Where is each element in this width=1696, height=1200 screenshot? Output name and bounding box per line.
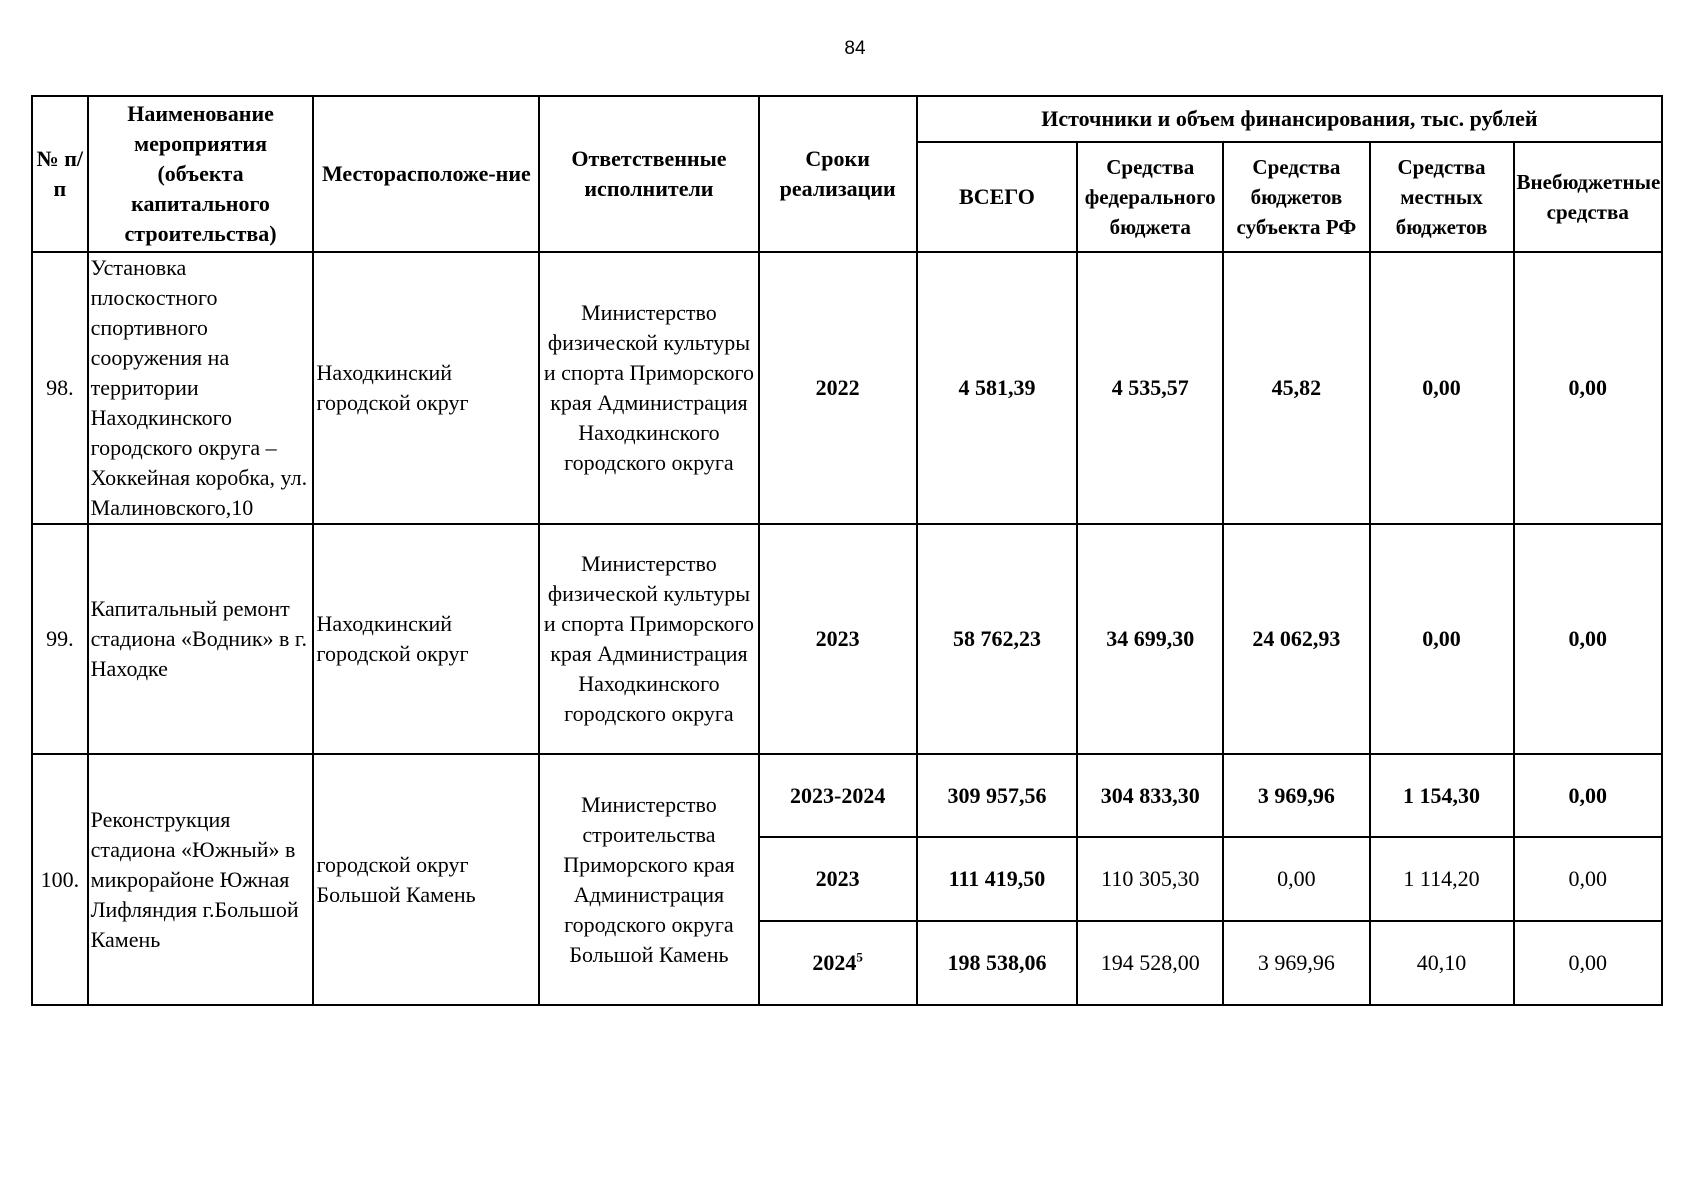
col-header-local: Средства местных бюджетов (1370, 142, 1514, 252)
cell-name: Капитальный ремонт стадиона «Водник» в г. Находке (88, 524, 314, 754)
cell-no: 100. (32, 754, 88, 1005)
cell-period (759, 921, 917, 1005)
cell-total: 4 581,39 (917, 252, 1077, 524)
cell-no: 98. (32, 252, 88, 524)
cell-total: 58 762,23 (917, 524, 1077, 754)
table-row (32, 524, 1662, 754)
col-header-funding-group: Источники и объем финансирования, тыс. рублей (917, 96, 1662, 142)
cell-total: 309 957,56 (917, 754, 1077, 837)
cell-location: Находкинский городской округ (313, 252, 539, 524)
col-header-responsible: Ответственные исполнители (539, 96, 758, 252)
col-header-no: № п/п (32, 96, 88, 252)
cell-no: 99. (32, 524, 88, 754)
cell-period: 2023-2024 (759, 754, 917, 837)
cell-total: 198 538,06 (917, 921, 1077, 1005)
col-header-extrabudget: Внебюджетные средства (1514, 142, 1662, 252)
cell-location: Находкинский городской округ (313, 524, 539, 754)
table-row (32, 252, 1662, 524)
col-header-regional: Средства бюджетов субъекта РФ (1223, 142, 1369, 252)
footnote-mark: 5 (856, 949, 863, 965)
cell-local: 1 114,20 (1370, 837, 1514, 921)
cell-responsible: Министерство физической культуры и спорта Приморского края Администрация Находкинского городского округа (539, 252, 758, 524)
cell-federal: 4 535,57 (1077, 252, 1223, 524)
col-header-period: Сроки реализации (759, 96, 917, 252)
financing-table (31, 95, 1663, 1006)
cell-name: Установка плоскостного спортивного сооружения на территории Находкинского городского округа – Хоккейная коробка, ул. Малиновского,10 (88, 252, 314, 524)
cell-regional: 0,00 (1223, 837, 1369, 921)
cell-local: 40,10 (1370, 921, 1514, 1005)
cell-regional: 24 062,93 (1223, 524, 1369, 754)
cell-extrabudget: 0,00 (1514, 754, 1662, 837)
cell-regional: 3 969,96 (1223, 921, 1369, 1005)
cell-extrabudget: 0,00 (1514, 524, 1662, 754)
cell-period: 2023 (759, 837, 917, 921)
cell-local: 0,00 (1370, 524, 1514, 754)
cell-federal: 34 699,30 (1077, 524, 1223, 754)
table-row (32, 754, 1662, 837)
cell-extrabudget: 0,00 (1514, 921, 1662, 1005)
col-header-location: Месторасположе-ние (313, 96, 539, 252)
cell-period: 2022 (759, 252, 917, 524)
cell-period: 2023 (759, 524, 917, 754)
page-number: 84 (844, 38, 866, 59)
cell-total: 111 419,50 (917, 837, 1077, 921)
cell-federal: 110 305,30 (1077, 837, 1223, 921)
header-row-1 (32, 96, 1662, 142)
cell-federal: 304 833,30 (1077, 754, 1223, 837)
cell-local: 1 154,30 (1370, 754, 1514, 837)
cell-extrabudget: 0,00 (1514, 252, 1662, 524)
cell-responsible: Министерство строительства Приморского края Администрация городского округа Большой Камень (539, 754, 758, 1005)
col-header-total: ВСЕГО (917, 142, 1077, 252)
cell-name: Реконструкция стадиона «Южный» в микрорайоне Южная Лифляндия г.Большой Камень (88, 754, 314, 1005)
cell-extrabudget: 0,00 (1514, 837, 1662, 921)
col-header-federal: Средства федерального бюджета (1077, 142, 1223, 252)
cell-responsible: Министерство физической культуры и спорта Приморского края Администрация Находкинского городского округа (539, 524, 758, 754)
period-value: 2024 (812, 950, 857, 975)
cell-location: городской округ Большой Камень (313, 754, 539, 1005)
cell-regional: 45,82 (1223, 252, 1369, 524)
cell-federal: 194 528,00 (1077, 921, 1223, 1005)
cell-local: 0,00 (1370, 252, 1514, 524)
col-header-name: Наименование мероприятия (объекта капитального строительства) (88, 96, 314, 252)
cell-regional: 3 969,96 (1223, 754, 1369, 837)
